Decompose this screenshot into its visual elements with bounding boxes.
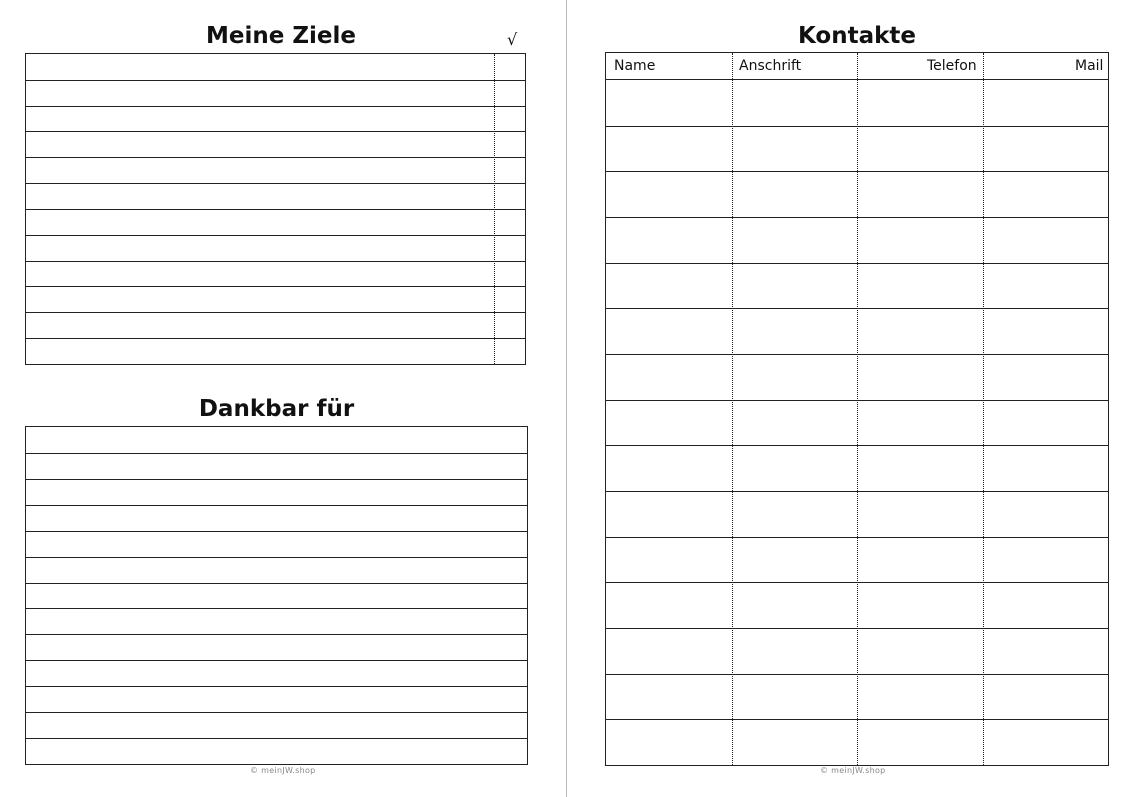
gratitude-row — [26, 660, 527, 686]
contacts-table — [605, 52, 1109, 766]
gratitude-row — [26, 427, 527, 453]
goal-row — [26, 209, 525, 235]
column-divider-3 — [983, 53, 984, 765]
page-divider — [566, 0, 567, 797]
column-header-address: Anschrift — [739, 58, 802, 74]
gratitude-title: Dankbar für — [198, 396, 355, 422]
gratitude-row — [26, 583, 527, 609]
goal-row — [26, 183, 525, 209]
gratitude-row — [26, 712, 527, 738]
goal-row — [26, 54, 525, 80]
gratitude-row — [26, 634, 527, 660]
gratitude-table — [25, 426, 528, 765]
goal-row — [26, 157, 525, 183]
contacts-header-row — [606, 53, 1108, 80]
gratitude-row — [26, 479, 527, 505]
goal-row — [26, 235, 525, 261]
column-header-name: Name — [614, 58, 656, 74]
column-header-phone: Telefon — [927, 58, 977, 74]
column-header-mail: Mail — [1075, 58, 1104, 74]
check-column-header: √ — [507, 30, 518, 49]
goals-title: Meine Ziele — [206, 23, 356, 49]
contacts-title: Kontakte — [798, 23, 916, 49]
gratitude-row — [26, 505, 527, 531]
gratitude-row — [26, 738, 527, 764]
column-divider-2 — [857, 53, 858, 765]
gratitude-row — [26, 608, 527, 634]
gratitude-row — [26, 531, 527, 557]
footer-copyright-right: © meinJW.shop — [820, 766, 886, 775]
goal-row — [26, 131, 525, 157]
gratitude-row — [26, 557, 527, 583]
goal-row — [26, 261, 525, 287]
gratitude-row — [26, 453, 527, 479]
footer-copyright-left: © meinJW.shop — [250, 766, 316, 775]
goals-table — [25, 53, 526, 365]
goal-row — [26, 80, 525, 106]
goal-row — [26, 338, 525, 364]
goal-row — [26, 312, 525, 338]
gratitude-row — [26, 686, 527, 712]
column-divider-1 — [732, 53, 733, 765]
goal-row — [26, 286, 525, 312]
goal-row — [26, 106, 525, 132]
